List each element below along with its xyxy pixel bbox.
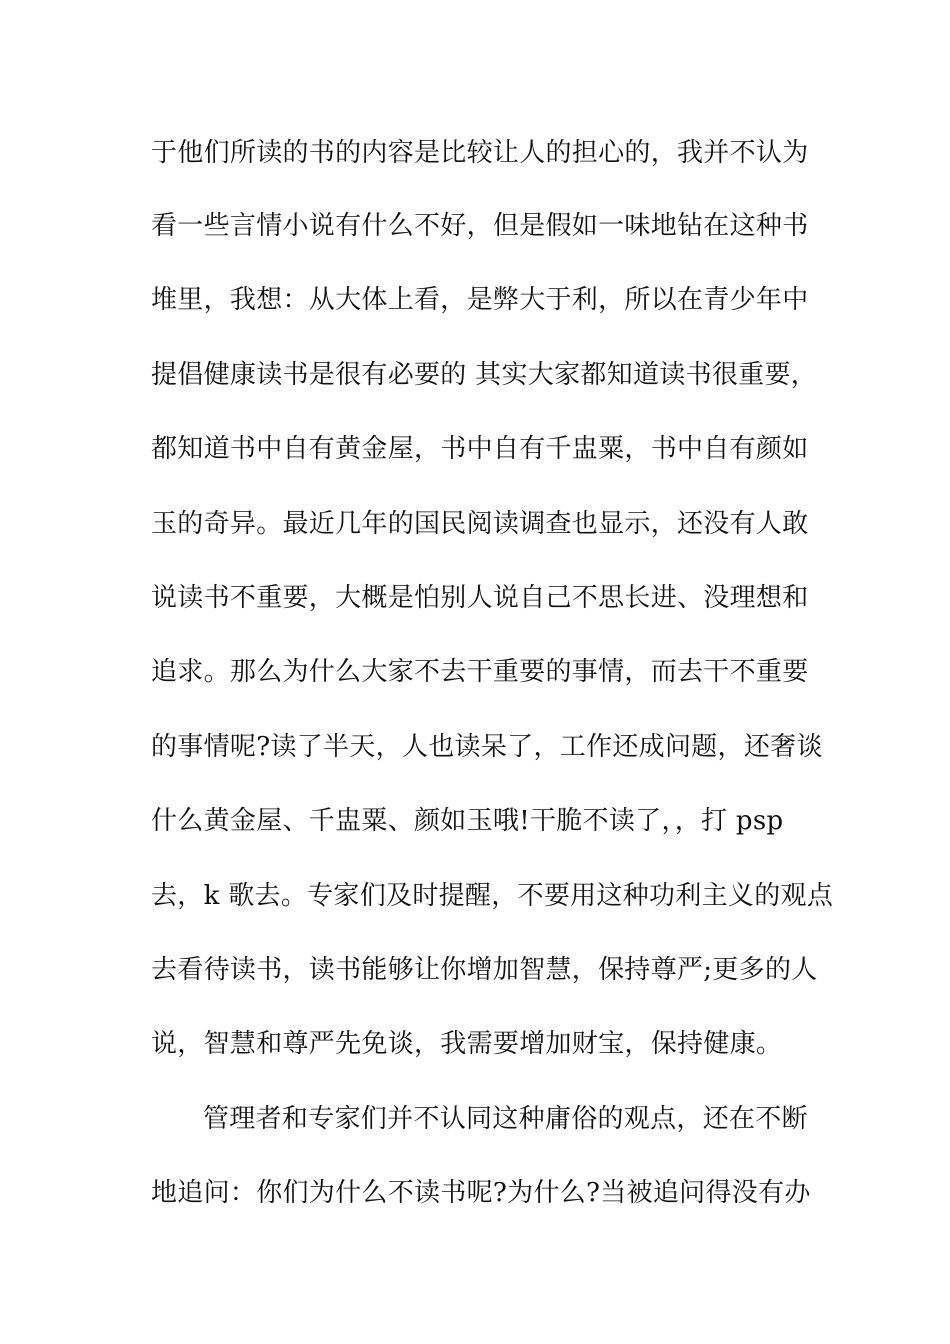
text-line: 都知道书中自有黄金屋，书中自有千盅粟，书中自有颜如 (151, 434, 809, 464)
text-line: 什么黄金屋、千盅粟、颜如玉哦!干脆不读了，，打 psp (151, 806, 784, 836)
text-line: 地追问：你们为什么不读书呢?为什么?当被追问得没有办 (151, 1178, 811, 1208)
text-line: 说读书不重要，大概是怕别人说自己不思长进、没理想和 (151, 583, 809, 613)
text-line: 提倡健康读书是很有必要的 其实大家都知道读书很重要， (151, 360, 818, 390)
text-line: 去看待读书，读书能够让你增加智慧，保持尊严;更多的人 (151, 955, 818, 985)
text-line: 玉的奇异。最近几年的国民阅读调查也显示，还没有人敢 (151, 509, 809, 539)
text-line: 看一些言情小说有什么不好，但是假如一味地钻在这种书 (151, 211, 809, 241)
text-line: 的事情呢?读了半天，人也读呆了，工作还成问题，还奢谈 (151, 732, 823, 762)
text-line: 说，智慧和尊严先免谈，我需要增加财宝，保持健康。 (151, 1029, 783, 1059)
text-line: 去，k 歌去。专家们及时提醒，不要用这种功利主义的观点 (151, 881, 834, 911)
paragraph-first-line: 管理者和专家们并不认同这种庸俗的观点，还在不断 (203, 1104, 808, 1134)
text-line: 追求。那么为什么大家不去干重要的事情，而去干不重要 (151, 657, 809, 687)
text-line: 于他们所读的书的内容是比较让人的担心的，我并不认为 (151, 138, 809, 168)
text-line: 堆里，我想：从大体上看，是弊大于利，所以在青少年中 (151, 285, 809, 315)
